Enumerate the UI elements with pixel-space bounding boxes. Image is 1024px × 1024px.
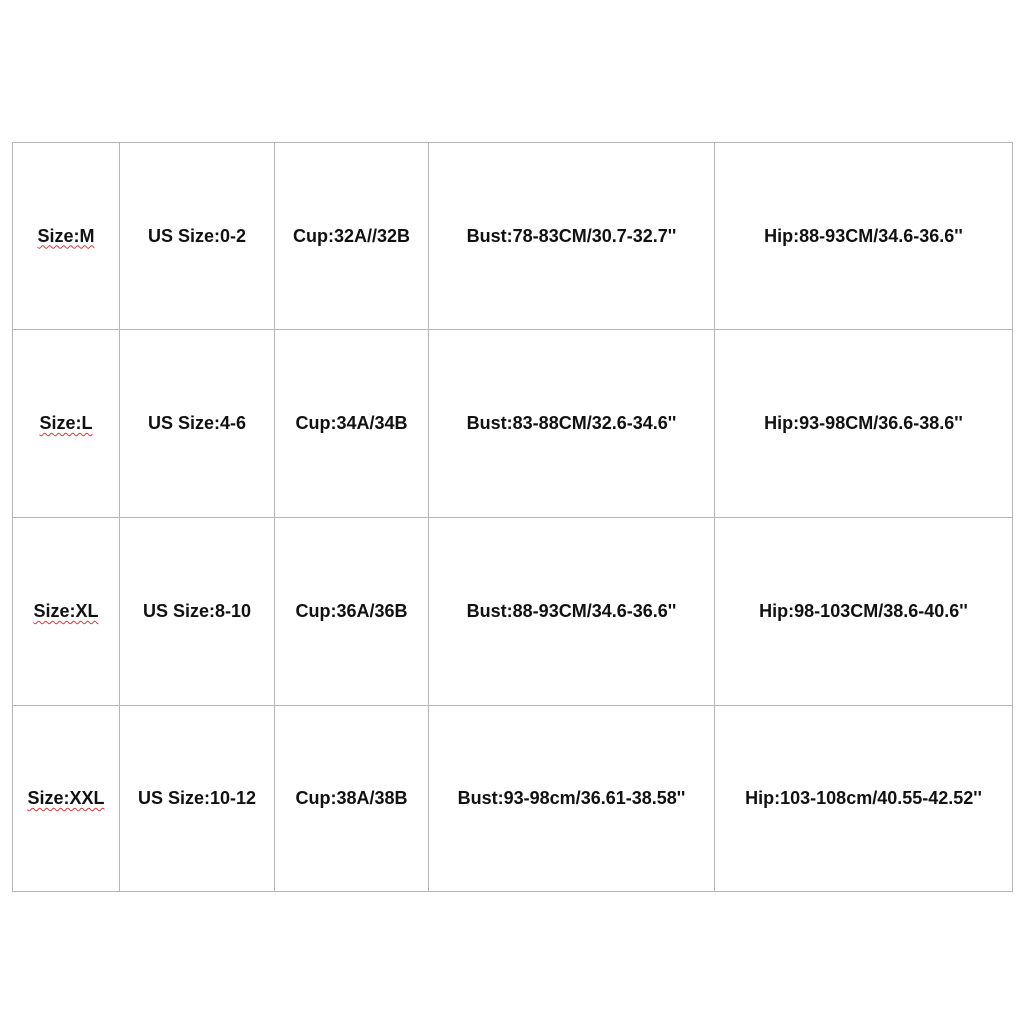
hip-cell: Hip:103-108cm/40.55-42.52'': [715, 706, 1013, 892]
cup-cell: Cup:38A/38B: [275, 706, 429, 892]
cup-cell: Cup:32A//32B: [275, 143, 429, 330]
size-label: Size:XL: [33, 601, 99, 621]
table-row-size-xxl: [13, 706, 1013, 892]
bust-cell: Bust:78-83CM/30.7-32.7'': [429, 143, 715, 330]
size-cell: [13, 518, 120, 706]
size-label: Size:L: [39, 413, 93, 433]
us-size-cell: US Size:10-12: [120, 706, 275, 892]
size-cell: [13, 143, 120, 330]
hip-cell: Hip:88-93CM/34.6-36.6'': [715, 143, 1013, 330]
size-chart-table: [12, 142, 1013, 892]
cup-cell: Cup:34A/34B: [275, 330, 429, 518]
size-cell: [13, 706, 120, 892]
hip-cell: Hip:93-98CM/36.6-38.6'': [715, 330, 1013, 518]
hip-cell: Hip:98-103CM/38.6-40.6'': [715, 518, 1013, 706]
size-label: Size:XXL: [27, 788, 105, 808]
table-row-size-m: [13, 143, 1013, 330]
bust-cell: Bust:93-98cm/36.61-38.58'': [429, 706, 715, 892]
size-label: Size:M: [37, 225, 95, 246]
us-size-cell: US Size:8-10: [120, 518, 275, 706]
bust-cell: Bust:88-93CM/34.6-36.6'': [429, 518, 715, 706]
us-size-cell: US Size:4-6: [120, 330, 275, 518]
table-row-size-l: [13, 330, 1013, 518]
cup-cell: Cup:36A/36B: [275, 518, 429, 706]
size-cell: [13, 330, 120, 518]
us-size-cell: US Size:0-2: [120, 143, 275, 330]
bust-cell: Bust:83-88CM/32.6-34.6'': [429, 330, 715, 518]
table-row-size-xl: [13, 518, 1013, 706]
